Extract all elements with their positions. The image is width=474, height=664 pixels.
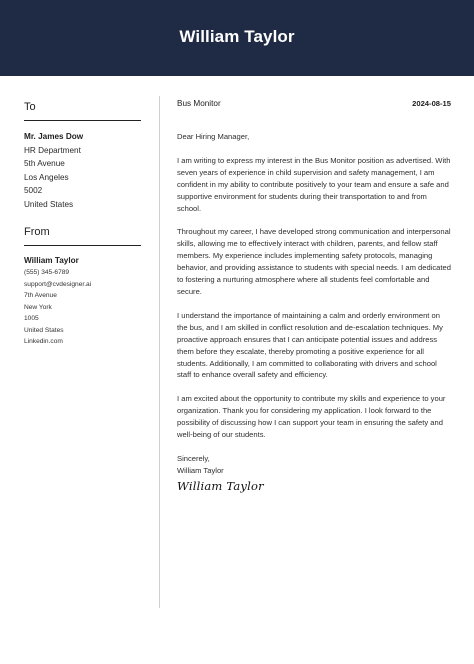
applicant-name-heading: William Taylor	[179, 27, 295, 46]
recipient-street: 5th Avenue	[24, 159, 65, 168]
salutation: Dear Hiring Manager,	[177, 132, 250, 141]
letter-body	[177, 99, 451, 493]
job-title: Bus Monitor	[177, 99, 221, 108]
recipient-department: HR Department	[24, 145, 81, 155]
letter-date: 2024-08-15	[412, 99, 451, 108]
sender-zip: 1005	[24, 315, 39, 322]
sender-email: support@cvdesigner.ai	[24, 280, 92, 288]
sender-country: United States	[24, 326, 64, 334]
sender-city: New York	[24, 303, 52, 311]
signature: William Taylor	[177, 478, 264, 493]
to-section-title: To	[24, 101, 36, 113]
sender-phone: (555) 345-6789	[24, 269, 70, 276]
letter-topline	[177, 99, 451, 111]
sender-name: William Taylor	[24, 256, 79, 265]
recipient-name: Mr. James Dow	[24, 132, 84, 141]
letter-paragraph: I understand the importance of maintaining a calm and orderly environment on the bus, and I am skilled in conflict resolution and de-escalation techniques. My proactive approach ensures that I can anticipate potential issues and address them before they escalate, thereby promoting a positive experience for all students. Additionally, I am committed to collaborating with drivers and school staff to enhance overall safety and efficiency.	[177, 310, 443, 380]
sender-linkedin: Linkedin.com	[24, 338, 63, 345]
letter-paragraph: I am excited about the opportunity to contribute my skills and experience to your organization. Thank you for considering my application. I look forward to the possibility of discussing how I can support your team in ensuring the safety and well-being of our students.	[177, 394, 446, 440]
contact-sidebar	[24, 100, 142, 348]
recipient-country: United States	[24, 199, 74, 209]
to-section-rule	[24, 120, 141, 121]
letter-paragraph: Throughout my career, I have developed strong communication and interpersonal skills, allowing me to effectively interact with children, parents, and fellow staff members. My experience includes implementing safety protocols, managing behavior, and providing assistance to students with special needs. I am dedicated to fostering a nurturing atmosphere where all students feel comfortable and secure.	[177, 227, 451, 296]
from-section-title: From	[24, 226, 50, 238]
column-divider	[159, 96, 160, 608]
sender-street: 7th Avenue	[24, 292, 57, 299]
letter-text	[177, 131, 451, 441]
closing-name: William Taylor	[177, 465, 224, 475]
recipient-zip: 5002	[24, 186, 43, 195]
closing: Sincerely,	[177, 453, 210, 463]
recipient-block	[24, 130, 142, 211]
recipient-city: Los Angeles	[24, 172, 69, 182]
sender-block	[24, 254, 142, 348]
letter-paragraph: I am writing to express my interest in the Bus Monitor position as advertised. With seven years of experience in child supervision and safety management, I am confident in my ability to contribute positively to your team and ensure a safe and supportive environment for students during their transportation to and from school.	[177, 155, 451, 213]
signoff-block	[177, 453, 451, 477]
from-section-rule	[24, 245, 141, 246]
header-banner	[0, 0, 474, 76]
